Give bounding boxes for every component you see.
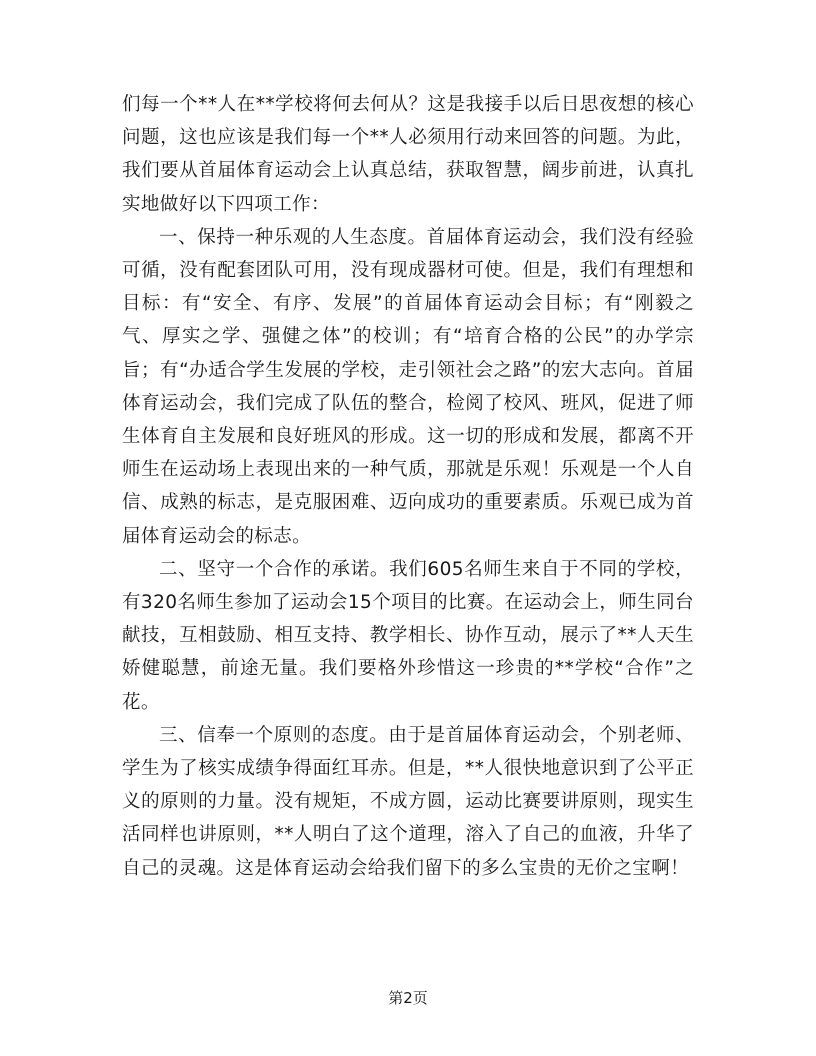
paragraph-cooperation: 二、坚守一个合作的承诺。我们605名师生来自于不同的学校，有320名师生参加了运动会15个项目的比赛。在运动会上，师生同台献技，互相鼓励、相互支持、教学相长、协作互动，展示了**人天生娇健聪慧，前途无量。我们要格外珍惜这一珍贵的**学校“合作”之花。 bbox=[122, 558, 694, 713]
paragraph-optimism: 一、保持一种乐观的人生态度。首届体育运动会，我们没有经验可循，没有配套团队可用，没有现成器材可使。但是，我们有理想和目标：有“安全、有序、发展”的首届体育运动会目标；有“刚毅之气、厚实之学、强健之体”的校训；有“培育合格的公民”的办学宗旨；有“办适合学生发展的学校，走引领社会之路”的宏大志向。首届体育运动会，我们完成了队伍的整合，检阅了校风、班风，促进了师生体育自主发展和良好班风的形成。这一切的形成和发展，都离不开师生在运动场上表现出来的一种气质，那就是乐观！乐观是一个人自信、成熟的标志，是克服困难、迈向成功的重要素质。乐观已成为首届体育运动会的标志。 bbox=[122, 226, 694, 547]
paragraph-principle: 三、信奉一个原则的态度。由于是首届体育运动会，个别老师、学生为了核实成绩争得面红耳赤。但是，**人很快地意识到了公平正义的原则的力量。没有规矩，不成方圆，运动比赛要讲原则，现实生活同样也讲原则，**人明白了这个道理，溶入了自己的血液，升华了自己的灵魂。这是体育运动会给我们留下的多么宝贵的无价之宝啊！ bbox=[122, 724, 694, 879]
page-number: 第2页 bbox=[388, 989, 428, 1007]
paragraph-intro: 们每一个**人在**学校将何去何从？这是我接手以后日思夜想的核心问题，这也应该是我们每一个**人必须用行动来回答的问题。为此，我们要从首届体育运动会上认真总结，获取智慧，阔步前进，认真扎实地做好以下四项工作： bbox=[122, 94, 694, 215]
document-body bbox=[122, 88, 694, 885]
